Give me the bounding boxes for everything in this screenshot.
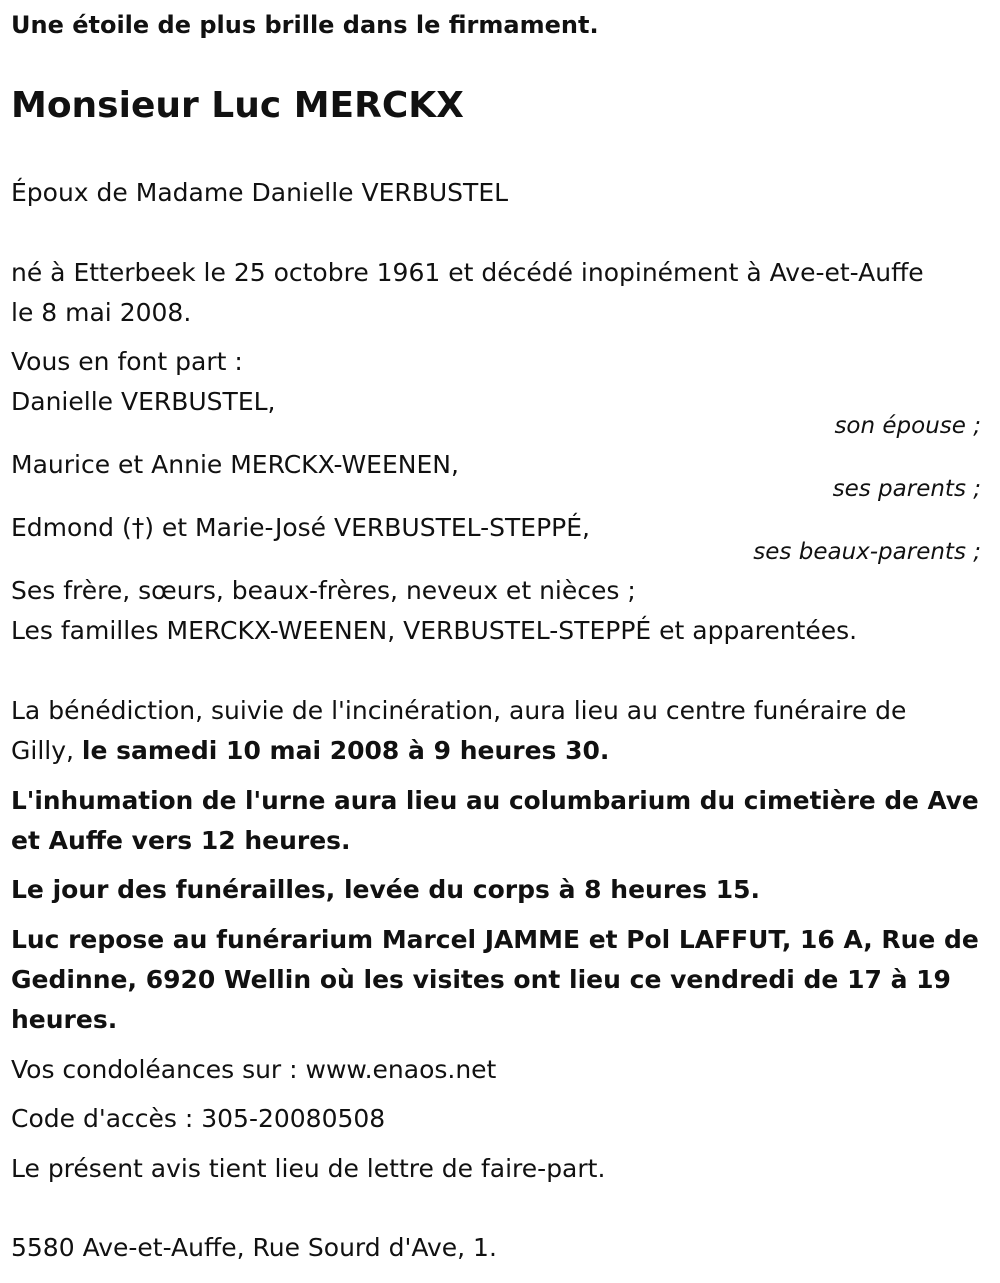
birth-death-line-2: le 8 mai 2008. (11, 298, 192, 327)
condolences-line: Vos condoléances sur : www.enaos.net (11, 1055, 497, 1084)
family-wife: Danielle VERBUSTEL, (11, 387, 276, 416)
family-siblings: Ses frère, sœurs, beaux-frères, neveux et nièces ; (11, 576, 636, 605)
blessing-datetime: le samedi 10 mai 2008 à 9 heures 30. (81, 736, 610, 765)
birth-death-line-1: né à Etterbeek le 25 octobre 1961 et décédé inopinément à Ave-et-Auffe (11, 258, 924, 287)
family-inlaws-role: ses beaux-parents ; (753, 539, 981, 565)
deceased-name: Monsieur Luc MERCKX (11, 85, 464, 126)
rest-line-1: Luc repose au funérarium Marcel JAMME et Pol LAFFUT, 16 A, Rue de (11, 925, 979, 954)
bier-line: Le jour des funérailles, levée du corps à 8 heures 15. (11, 875, 760, 904)
family-intro: Vous en font part : (11, 347, 243, 376)
blessing-line-2 (11, 736, 609, 766)
family-related: Les familles MERCKX-WEENEN, VERBUSTEL-STEPPÉ et apparentées. (11, 616, 858, 645)
spouse-line: Époux de Madame Danielle VERBUSTEL (11, 178, 509, 207)
urn-line-1: L'inhumation de l'urne aura lieu au columbarium du cimetière de Ave (11, 786, 979, 815)
family-parents: Maurice et Annie MERCKX-WEENEN, (11, 450, 459, 479)
access-code-line: Code d'accès : 305-20080508 (11, 1104, 386, 1133)
rest-line-3: heures. (11, 1005, 118, 1034)
family-wife-role: son épouse ; (834, 413, 981, 439)
family-parents-role: ses parents ; (832, 476, 981, 502)
blessing-line-1: La bénédiction, suivie de l'incinération, aura lieu au centre funéraire de (11, 696, 907, 725)
family-inlaws: Edmond (†) et Marie-José VERBUSTEL-STEPPÉ, (11, 513, 590, 542)
address-line: 5580 Ave-et-Auffe, Rue Sourd d'Ave, 1. (11, 1233, 497, 1262)
tagline: Une étoile de plus brille dans le firmament. (11, 11, 599, 39)
blessing-place: Gilly, (11, 736, 82, 765)
notice-line: Le présent avis tient lieu de lettre de faire-part. (11, 1154, 606, 1183)
rest-line-2: Gedinne, 6920 Wellin où les visites ont lieu ce vendredi de 17 à 19 (11, 965, 951, 994)
urn-line-2: et Auffe vers 12 heures. (11, 826, 351, 855)
